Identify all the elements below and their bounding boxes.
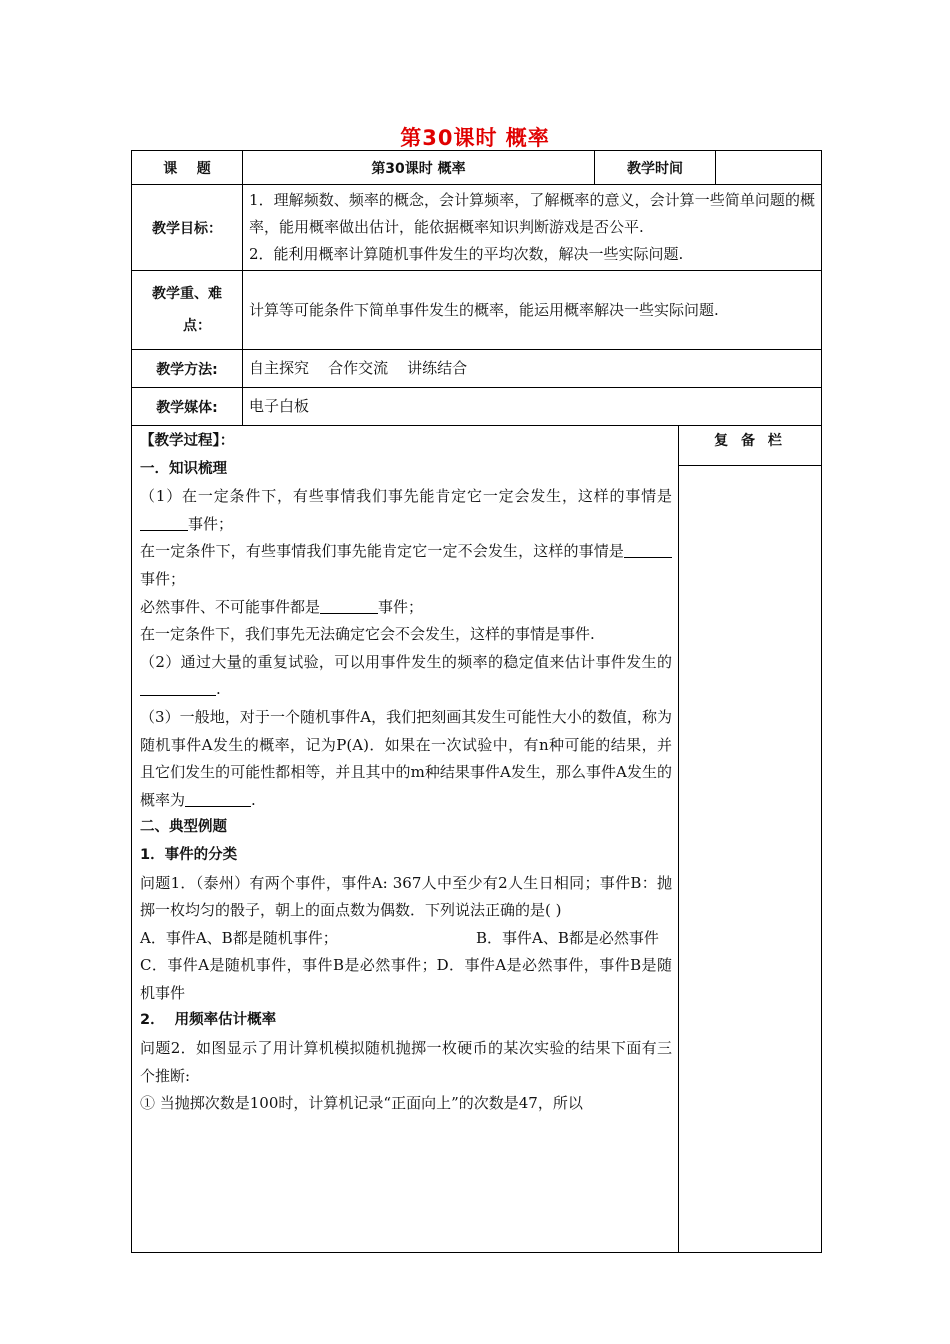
goals-row bbox=[132, 185, 821, 271]
methods-value: 自主探究 合作交流 讲练结合 bbox=[249, 359, 468, 377]
subsection-classification-title: 1．事件的分类 bbox=[140, 846, 238, 863]
goal-2: 2．能利用概率计算随机事件发生的平均次数，解决一些实际问题. bbox=[249, 245, 684, 263]
question-2-inference-1: ① 当抛掷次数是100时，计算机记录“正面向上”的次数是47，所以 bbox=[140, 1094, 583, 1113]
goals-value bbox=[243, 185, 821, 270]
option-d: D．事件A是必然事件，事件B是随机事件 bbox=[140, 956, 672, 1002]
header-row bbox=[132, 151, 821, 185]
blank-2 bbox=[624, 541, 672, 558]
option-a: A．事件A、B都是随机事件； bbox=[140, 928, 338, 947]
option-c: C．事件A是随机事件，事件B是必然事件； bbox=[140, 956, 437, 975]
process-row bbox=[132, 426, 821, 1252]
time-value bbox=[716, 151, 821, 184]
paragraph-3 bbox=[140, 704, 672, 814]
blank-4 bbox=[140, 679, 216, 696]
methods-label: 教学方法: bbox=[132, 350, 243, 387]
review-column bbox=[679, 426, 821, 1252]
options-cd bbox=[140, 952, 672, 1007]
paragraph-1a-end: 事件； bbox=[188, 514, 234, 533]
paragraph-2-text: （2）通过大量的重复试验，可以用事件发生的频率的稳定值来估计事件发生的 bbox=[140, 652, 672, 671]
topic-value: 第30课时 概率 bbox=[243, 151, 595, 184]
topic-label: 课 题 bbox=[132, 151, 243, 184]
key-points-label-line1: 教学重、难 bbox=[152, 286, 222, 302]
paragraph-1d: 在一定条件下，我们事先无法确定它会不会发生，这样的事情是事件. bbox=[140, 625, 595, 644]
question-2: 问题2．如图显示了用计算机模拟随机抛掷一枚硬币的某次实验的结果下面有三个推断: bbox=[140, 1039, 672, 1085]
key-points-row bbox=[132, 271, 821, 350]
paragraph-1c-text: 必然事件、不可能事件都是 bbox=[140, 597, 321, 616]
paragraph-1b-end: 事件； bbox=[140, 569, 186, 588]
paragraph-1a bbox=[140, 483, 672, 538]
lesson-plan-table bbox=[131, 150, 822, 1253]
page-title: 第30课时 概率 bbox=[400, 126, 550, 150]
paragraph-1a-text: （1）在一定条件下，有些事情我们事先能肯定它一定会发生，这样的事情是 bbox=[140, 487, 672, 506]
paragraph-1c bbox=[140, 594, 672, 622]
methods-row bbox=[132, 350, 821, 388]
blank-5 bbox=[185, 790, 251, 807]
process-heading: 【教学过程】： bbox=[140, 433, 235, 449]
review-column-heading: 复 备 栏 bbox=[679, 426, 821, 466]
options-ab bbox=[140, 925, 672, 953]
paragraph-1c-end: 事件； bbox=[378, 597, 424, 616]
paragraph-2 bbox=[140, 649, 672, 704]
goal-1: 1．理解频数、频率的概念，会计算频率，了解概率的意义，会计算一些简单问题的概率，能用概率做出估计，能依据概率知识判断游戏是否公平. bbox=[249, 191, 815, 236]
time-label: 教学时间 bbox=[595, 151, 716, 184]
key-points-label bbox=[132, 271, 243, 349]
option-b: B．事件A、B都是必然事件 bbox=[476, 928, 659, 947]
paragraph-3-text: （3）一般地，对于一个随机事件A，我们把刻画其发生可能性大小的数值，称为随机事件A发生的概率，记为P(A)．如果在一次试验中，有n种可能的结果，并且它们发生的可能性都相等，并且其中的m种结果事件A发生，那么事件A发生的概率为 bbox=[140, 707, 672, 809]
paragraph-3-end: . bbox=[251, 790, 256, 809]
goals-label: 教学目标： bbox=[132, 185, 243, 270]
paragraph-1b bbox=[140, 538, 672, 593]
media-label: 教学媒体: bbox=[132, 388, 243, 425]
key-points-label-line2: 点： bbox=[183, 318, 211, 334]
section-examples-title: 二、典型例题 bbox=[140, 819, 227, 836]
subsection-frequency-title: 2． 用频率估计概率 bbox=[140, 1012, 277, 1029]
key-points-value: 计算等可能条件下简单事件发生的概率，能运用概率解决一些实际问题. bbox=[249, 300, 719, 319]
section-knowledge-title: 一．知识梳理 bbox=[140, 460, 227, 477]
process-content bbox=[132, 426, 679, 1252]
media-value: 电子白板 bbox=[249, 397, 310, 415]
blank-1 bbox=[140, 514, 188, 531]
paragraph-2-end: . bbox=[216, 680, 221, 699]
paragraph-1b-text: 在一定条件下，有些事情我们事先能肯定它一定不会发生，这样的事情是 bbox=[140, 542, 624, 561]
blank-3 bbox=[320, 597, 378, 614]
question-1: 问题1．（泰州）有两个事件，事件A: 367人中至少有2人生日相同；事件B：抛掷一枚均匀的骰子，朝上的面点数为偶数．下列说法正确的是( ) bbox=[140, 873, 672, 920]
media-row bbox=[132, 388, 821, 426]
